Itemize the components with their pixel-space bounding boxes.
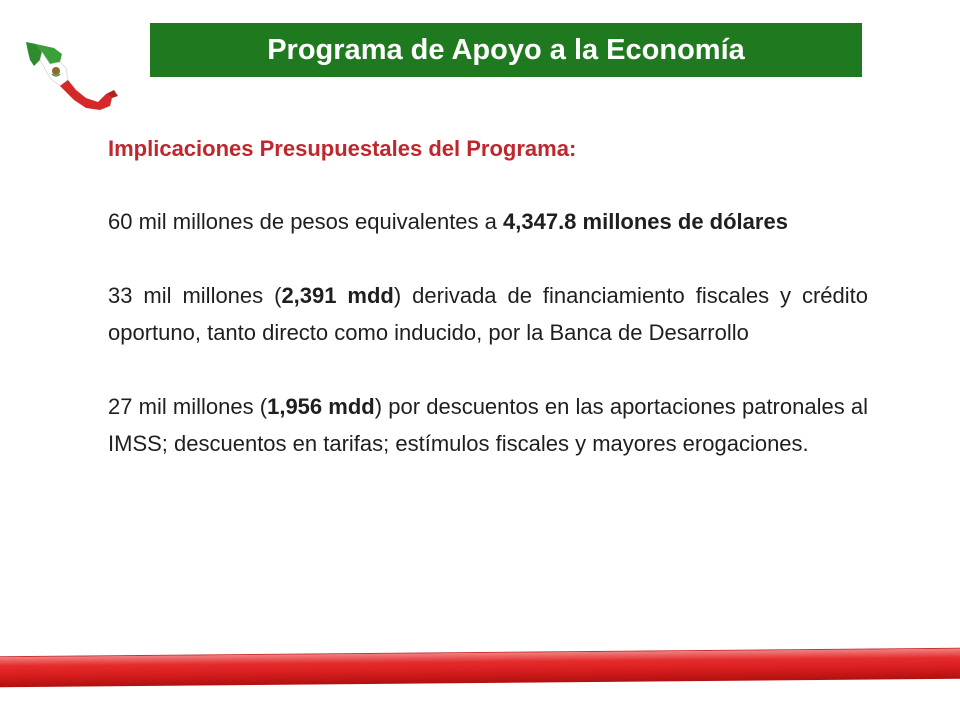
paragraph-discounts	[108, 388, 868, 462]
paragraph-financing-bold: 2,391 mdd	[281, 283, 394, 308]
paragraph-discounts-bold: 1,956 mdd	[267, 394, 375, 419]
paragraph-financing	[108, 277, 868, 351]
paragraph-discounts-text-a: 27 mil millones (	[108, 394, 268, 419]
section-heading: Implicaciones Presupuestales del Programa:	[108, 136, 577, 161]
bottom-decorative-bar	[0, 648, 960, 687]
paragraph-total	[108, 203, 868, 240]
title-bar	[150, 23, 862, 77]
paragraph-discounts-text-b: ) por descuentos en las aportaciones patronales al IMSS; descuentos en tarifas; estímulos fiscales y mayores erogaciones.	[108, 394, 868, 456]
paragraph-total-bold: 4,347.8 millones de dólares	[503, 209, 788, 234]
slide-title: Programa de Apoyo a la Economía	[267, 33, 745, 66]
mexico-map-flag-icon	[20, 38, 120, 114]
paragraph-financing-text-b: ) derivada de financiamiento fiscales y crédito oportuno, tanto directo como inducido, por la Banca de Desarrollo	[108, 283, 868, 345]
content	[108, 130, 868, 462]
paragraph-financing-text-a: 33 mil millones (	[108, 283, 282, 308]
paragraph-total-text: 60 mil millones de pesos equivalentes a	[108, 209, 504, 234]
